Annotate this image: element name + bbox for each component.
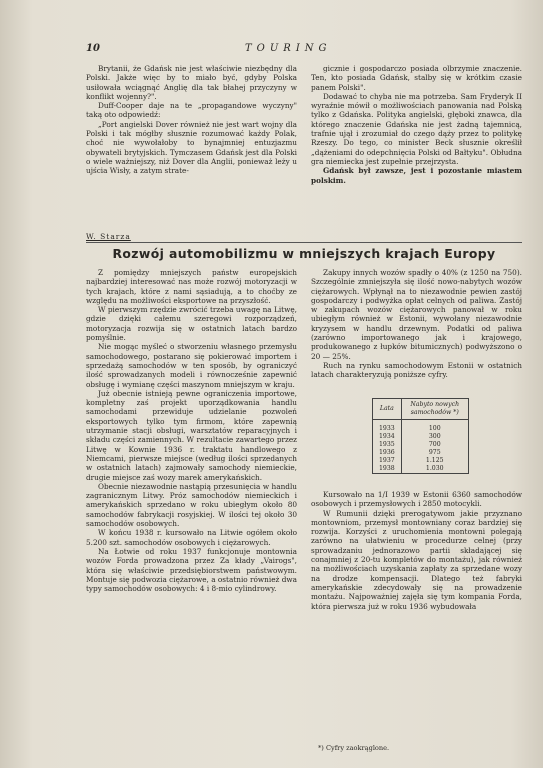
header-years: Lata — [373, 399, 402, 420]
cell-count: 700 — [401, 441, 468, 449]
cell-year: 1936 — [373, 449, 402, 457]
cell-count: 1.030 — [401, 465, 468, 474]
paragraph: Nie mogąc myśleć o stworzeniu własnego przemysłu samochodowego, postarano się pokierować importem i sprzedażą samochodów w ten sposób, by ograniczyć ilość sprowadzanych modeli i równocześnie zapewnić obsługę i wymianę części maszynom mniejszym w kraju. — [86, 342, 297, 389]
paragraph: Ruch na rynku samochodowym Estonii w ostatnich latach charakteryzują poniższe cyfry. — [311, 360, 522, 380]
paragraph: Na Łotwie od roku 1937 funkcjonuje montownia wozów Forda prowadzona przez Za kłady „Vairogs", która się właściwie przedsiębiorstwem państwowym. Montuje się podwozia ciężarowe, a ostatnio również dwa typy samochodów osobowych: 4 i 8-mio cylindrowy. — [86, 546, 297, 594]
page-number: 10 — [86, 43, 100, 54]
table-row — [373, 449, 469, 457]
footnote: *) Cyfry zaokrąglone. — [318, 744, 390, 752]
table-header-row — [373, 399, 469, 420]
table-body — [373, 420, 469, 474]
paragraph: Kursowało na 1/I 1939 w Estonii 6360 samochodów osobowych i przemysłowych i 2850 motocykli. — [311, 490, 522, 509]
cell-count: 975 — [401, 449, 468, 457]
paragraph: Gdańsk był zawsze, jest i pozostanie miastem polskim. — [311, 166, 522, 185]
table-row — [373, 457, 469, 465]
magazine-title: TOURING — [245, 43, 332, 54]
title-rule — [86, 242, 522, 243]
body-left-column — [86, 268, 297, 593]
top-right-column — [311, 64, 522, 185]
paragraph: Dodawać to chyba nie ma potrzeba. Sam Fryderyk II wyraźnie mówił o możliwościach panowania nad Polską tylko z Gdańska. Polityka angielski, głęboki znawca, dla którego znaczenie Gdańska nie jest żadną tajemnicą, trafnie ujął i zrozumiał do czego dąży przez to politykę Rzeszy. Do tego, co minister Beck słusznie określił „dążeniami do odepchnięcia Polski od Bałtyku". Obłudna gra niemiecka jest zupełnie przejrzysta. — [311, 91, 522, 166]
table-row — [373, 465, 469, 474]
paragraph: Brytanii, że Gdańsk nie jest właściwie niezbędny dla Polski. Jakże więc by to miało być, gdyby Polska usiłowała wciągnąć Anglię dla tak błahej przyczyny w konflikt wojenny?". — [86, 64, 297, 101]
body-right-column-bottom — [311, 490, 522, 611]
article-author: W. Starza — [86, 232, 131, 241]
paragraph: Duff-Cooper daje na te „propagandowe wyczyny" taką oto odpowiedź: — [86, 101, 297, 120]
cell-count: 1.125 — [401, 457, 468, 465]
cell-year: 1934 — [373, 433, 402, 441]
paragraph: Zakupy innych wozów spadły o 40% (z 1250 na 750). Szczególnie zmniejszyła się ilość nowo-nabytych wozów ciężarowych. Wpłynął na to niezawodnie pewien zastój gospodarczy i podwyżka opłat celnych od paliwa. Zastój w zakupach wozów ciężarowych panował w roku ubiegłym również w Estonii, wywołany niezawodnie kryzysem w handlu drzewnym. Podatki od paliwa (zarówno importowanego jak i krajowego, produkowanego z łupków bitumicznych) podwyższono o 20 — 25%. — [311, 268, 522, 361]
paragraph: Obecnie niezawodnie nastąpią przesunięcia w handlu zagranicznym Litwy. Próz samochodów niemieckich i amerykańskich sprzedano w roku ubiegłym około 80 samochodów fabrykacji rosyjskiej. W ilości tej około 30 samochodów osobowych. — [86, 481, 297, 529]
cell-year: 1935 — [373, 441, 402, 449]
top-left-column — [86, 64, 297, 176]
paragraph: W Rumunii dzięki prerogatywom jakie przyznano montowniom, przemysł montowniany coraz bardziej się rozwija. Korzyści z uruchomienia montowni polegają zarówno na ułatwieniu w procedurze celnej (przy sprowadzaniu jednorazowo partii składającej się conajmniej z 20-tu kompletów do montażu), jak również na możliwościach uzyskania zapłaty za sprzedane wozy na drodze kompensacji. Dlatego też fabryki amerykańskie zdecydowały się na prowadzenie montażu. Najpoważniej zajęła się tym kompania Forda, która pierwsza już w roku 1936 wybudowała — [311, 508, 522, 611]
table-row — [373, 441, 469, 449]
article-title: Rozwój automobilizmu w mniejszych krajach Europy — [112, 246, 496, 261]
paragraph: Z pomiędzy mniejszych państw europejskich najbardziej interesować nas może rozwój motoryzacji w tych krajach, które z nami sąsiadują, a to choćby ze względu na możliwości eksportowe na przyszłość. — [86, 268, 297, 305]
table-row — [373, 433, 469, 441]
paragraph: gicznie i gospodarczo posiada olbrzymie znaczenie. Ten, kto posiada Gdańsk, stalby się w krótkim czasie panem Polski". — [311, 64, 522, 92]
cell-count: 100 — [401, 420, 468, 434]
paragraph: „Port angielski Dover również nie jest wart wojny dla Polski i tak mógłby słusznie rozumować każdy Polak, choć nie wywołałoby to bynajmniej entuzjazmu obywateli brytyjskich. Tymczasem Gdańsk jest dla Polski o wiele ważniejszy, niż Dover dla Anglii, ponieważ leży u ujścia Wisły, a zatym strate- — [86, 119, 297, 176]
paragraph: W końcu 1938 r. kursowało na Litwie ogółem około 5.200 szt. samochodów osobowych i ciężarowych. — [86, 528, 297, 547]
estonia-cars-table — [372, 398, 469, 474]
paragraph: W pierwszym rzędzie zwrócić trzeba uwagę na Litwę, gdzie dzięki całemu szeregowi rozporządzeń, motoryzacja rozwija się w ostatnich latach bardzo pomyślnie. — [86, 305, 297, 343]
header-new-cars: Nabyto nowych samochodów *) — [401, 399, 468, 420]
cell-year: 1937 — [373, 457, 402, 465]
table-row — [373, 420, 469, 434]
cell-year: 1938 — [373, 465, 402, 474]
cell-year: 1933 — [373, 420, 402, 434]
paragraph: Już obecnie istnieją pewne ograniczenia importowe, kompletny zaś projekt uporządkowania handlu samochodami przewiduje udzielanie pozwoleń eksportowych tylko tym firmom, które zapewnią utrzymanie stacji obsługi, warsztatów reparacyjnych i składu części zamiennych. W rezultacie zawartego przez Litwę w Kownie 1936 r. traktatu handlowego z Niemcami, pierwsze miejsce (według ilości sprzedanych w ostatnich latach) zajmowały samochody niemieckie, drugie miejsce zaś wozy marek amerykańskich. — [86, 388, 297, 482]
cell-count: 300 — [401, 433, 468, 441]
body-right-column-top — [311, 268, 522, 380]
